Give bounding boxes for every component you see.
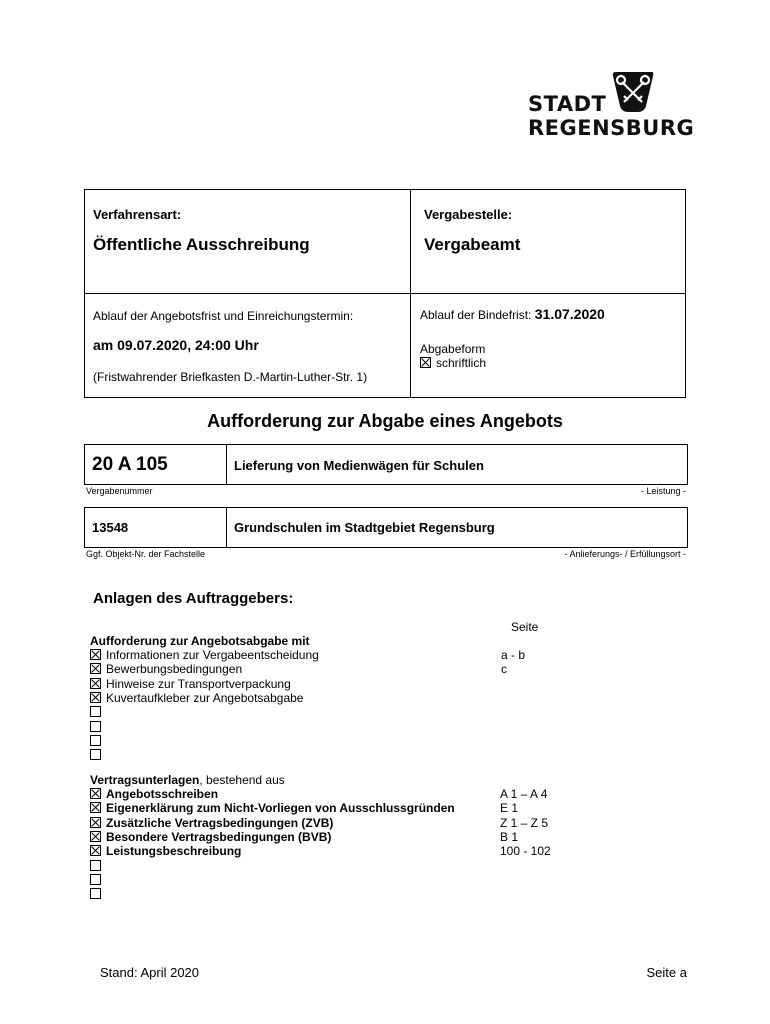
checkbox[interactable]	[90, 735, 101, 746]
list-item-label: Eigenerklärung zum Nicht-Vorliegen von Ausschlussgründen	[106, 801, 455, 816]
bindefrist-label: Ablauf der Bindefrist:	[420, 308, 532, 322]
list-item	[90, 801, 455, 815]
checkbox[interactable]	[90, 678, 101, 689]
abgabeform-label: Abgabeform	[420, 342, 486, 356]
page-ref: c	[501, 662, 507, 677]
page-title: Aufforderung zur Abgabe eines Angebots	[207, 411, 563, 431]
list-item	[90, 734, 106, 748]
logo	[528, 70, 695, 140]
checkbox[interactable]	[90, 860, 101, 871]
header-divider-horizontal	[84, 293, 686, 294]
group2-title-bold: Vertragsunterlagen	[90, 773, 200, 787]
list-item-label: Zusätzliche Vertragsbedingungen (ZVB)	[106, 815, 334, 830]
list-item-label: Informationen zur Vergabeentscheidung	[106, 648, 319, 662]
checkbox[interactable]	[90, 692, 101, 703]
logo-line-1: STADT	[528, 92, 607, 116]
list-item-label: Bewerbungsbedingungen	[106, 662, 243, 677]
vergabe-leistung: Lieferung von Medienwägen für Schulen	[234, 458, 484, 473]
group1-title: Aufforderung zur Angebotsabgabe mit	[90, 634, 310, 648]
list-item	[90, 748, 106, 762]
vergabestelle-value: Vergabeamt	[424, 235, 521, 254]
list-item	[90, 859, 106, 873]
vergabe-number: 20 A 105	[92, 454, 168, 475]
ablauf-note: (Fristwahrender Briefkasten D.-Martin-Luther-Str. 1)	[93, 370, 368, 384]
list-item-label: Besondere Vertragsbedingungen (BVB)	[106, 829, 332, 844]
list-item	[90, 720, 106, 734]
vergabestelle-label: Vergabestelle:	[424, 207, 513, 222]
list-item	[90, 662, 242, 676]
objekt-ort-caption: - Anlieferungs- / Erfüllungsort -	[564, 549, 686, 559]
checkbox[interactable]	[90, 831, 101, 842]
checkbox[interactable]	[90, 706, 101, 717]
logo-line-2: REGENSBURG	[528, 116, 695, 140]
page-ref: E 1	[500, 801, 519, 816]
checkbox[interactable]	[90, 749, 101, 760]
abgabeform-option	[420, 356, 486, 370]
list-item	[90, 830, 331, 844]
list-item-label: Hinweise zur Transportverpackung	[106, 676, 291, 691]
page-ref: a - b	[501, 648, 526, 662]
ablauf-label: Ablauf der Angebotsfrist und Einreichungstermin:	[93, 309, 354, 323]
checkbox[interactable]	[90, 788, 101, 799]
verfahrensart-value: Öffentliche Ausschreibung	[93, 235, 310, 254]
list-item	[90, 873, 106, 887]
abgabeform-checkbox[interactable]	[420, 357, 431, 368]
list-item-label: Leistungsbeschreibung	[106, 844, 242, 859]
vergabe-leistung-caption: - Leistung -	[640, 486, 686, 496]
checkbox[interactable]	[90, 663, 101, 674]
objekt-ort: Grundschulen im Stadtgebiet Regensburg	[234, 520, 495, 535]
page-ref: B 1	[500, 829, 519, 844]
objekt-divider	[226, 507, 227, 548]
footer-stand: Stand: April 2020	[100, 965, 200, 980]
ablauf-value: am 09.07.2020, 24:00 Uhr	[93, 337, 259, 353]
coat-of-arms-crossed-keys-icon	[608, 70, 658, 114]
list-item	[90, 677, 291, 691]
page-ref: A 1 – A 4	[500, 787, 548, 801]
vergabe-divider	[226, 444, 227, 485]
list-item	[90, 691, 303, 705]
footer-seite: Seite a	[646, 965, 687, 980]
checkbox[interactable]	[90, 874, 101, 885]
vergabe-number-caption: Vergabenummer	[86, 486, 153, 496]
checkbox[interactable]	[90, 802, 101, 813]
list-item	[90, 648, 319, 662]
verfahrensart-label: Verfahrensart:	[93, 207, 182, 222]
abgabeform-value: schriftlich	[436, 356, 487, 370]
list-item-label: Kuvertaufkleber zur Angebotsabgabe	[106, 690, 304, 705]
checkbox[interactable]	[90, 888, 101, 899]
checkbox[interactable]	[90, 845, 101, 856]
list-item	[90, 705, 106, 719]
bindefrist-value: 31.07.2020	[534, 306, 605, 322]
seite-header: Seite	[511, 620, 539, 634]
checkbox[interactable]	[90, 817, 101, 828]
objekt-number-caption: Ggf. Objekt-Nr. der Fachstelle	[86, 549, 206, 559]
group2-title-rest: , bestehend aus	[199, 773, 285, 787]
page-ref: 100 - 102	[500, 844, 551, 859]
list-item	[90, 787, 218, 801]
list-item	[90, 816, 333, 830]
page-ref: Z 1 – Z 5	[500, 815, 549, 830]
checkbox[interactable]	[90, 649, 101, 660]
list-item	[90, 844, 241, 858]
bindefrist-line	[420, 306, 605, 322]
list-item-label: Angebotsschreiben	[106, 787, 219, 801]
group2-title	[90, 773, 285, 787]
objekt-number: 13548	[92, 520, 129, 535]
list-item	[90, 887, 106, 901]
checkbox[interactable]	[90, 721, 101, 732]
anlagen-heading: Anlagen des Auftraggebers:	[93, 590, 294, 607]
